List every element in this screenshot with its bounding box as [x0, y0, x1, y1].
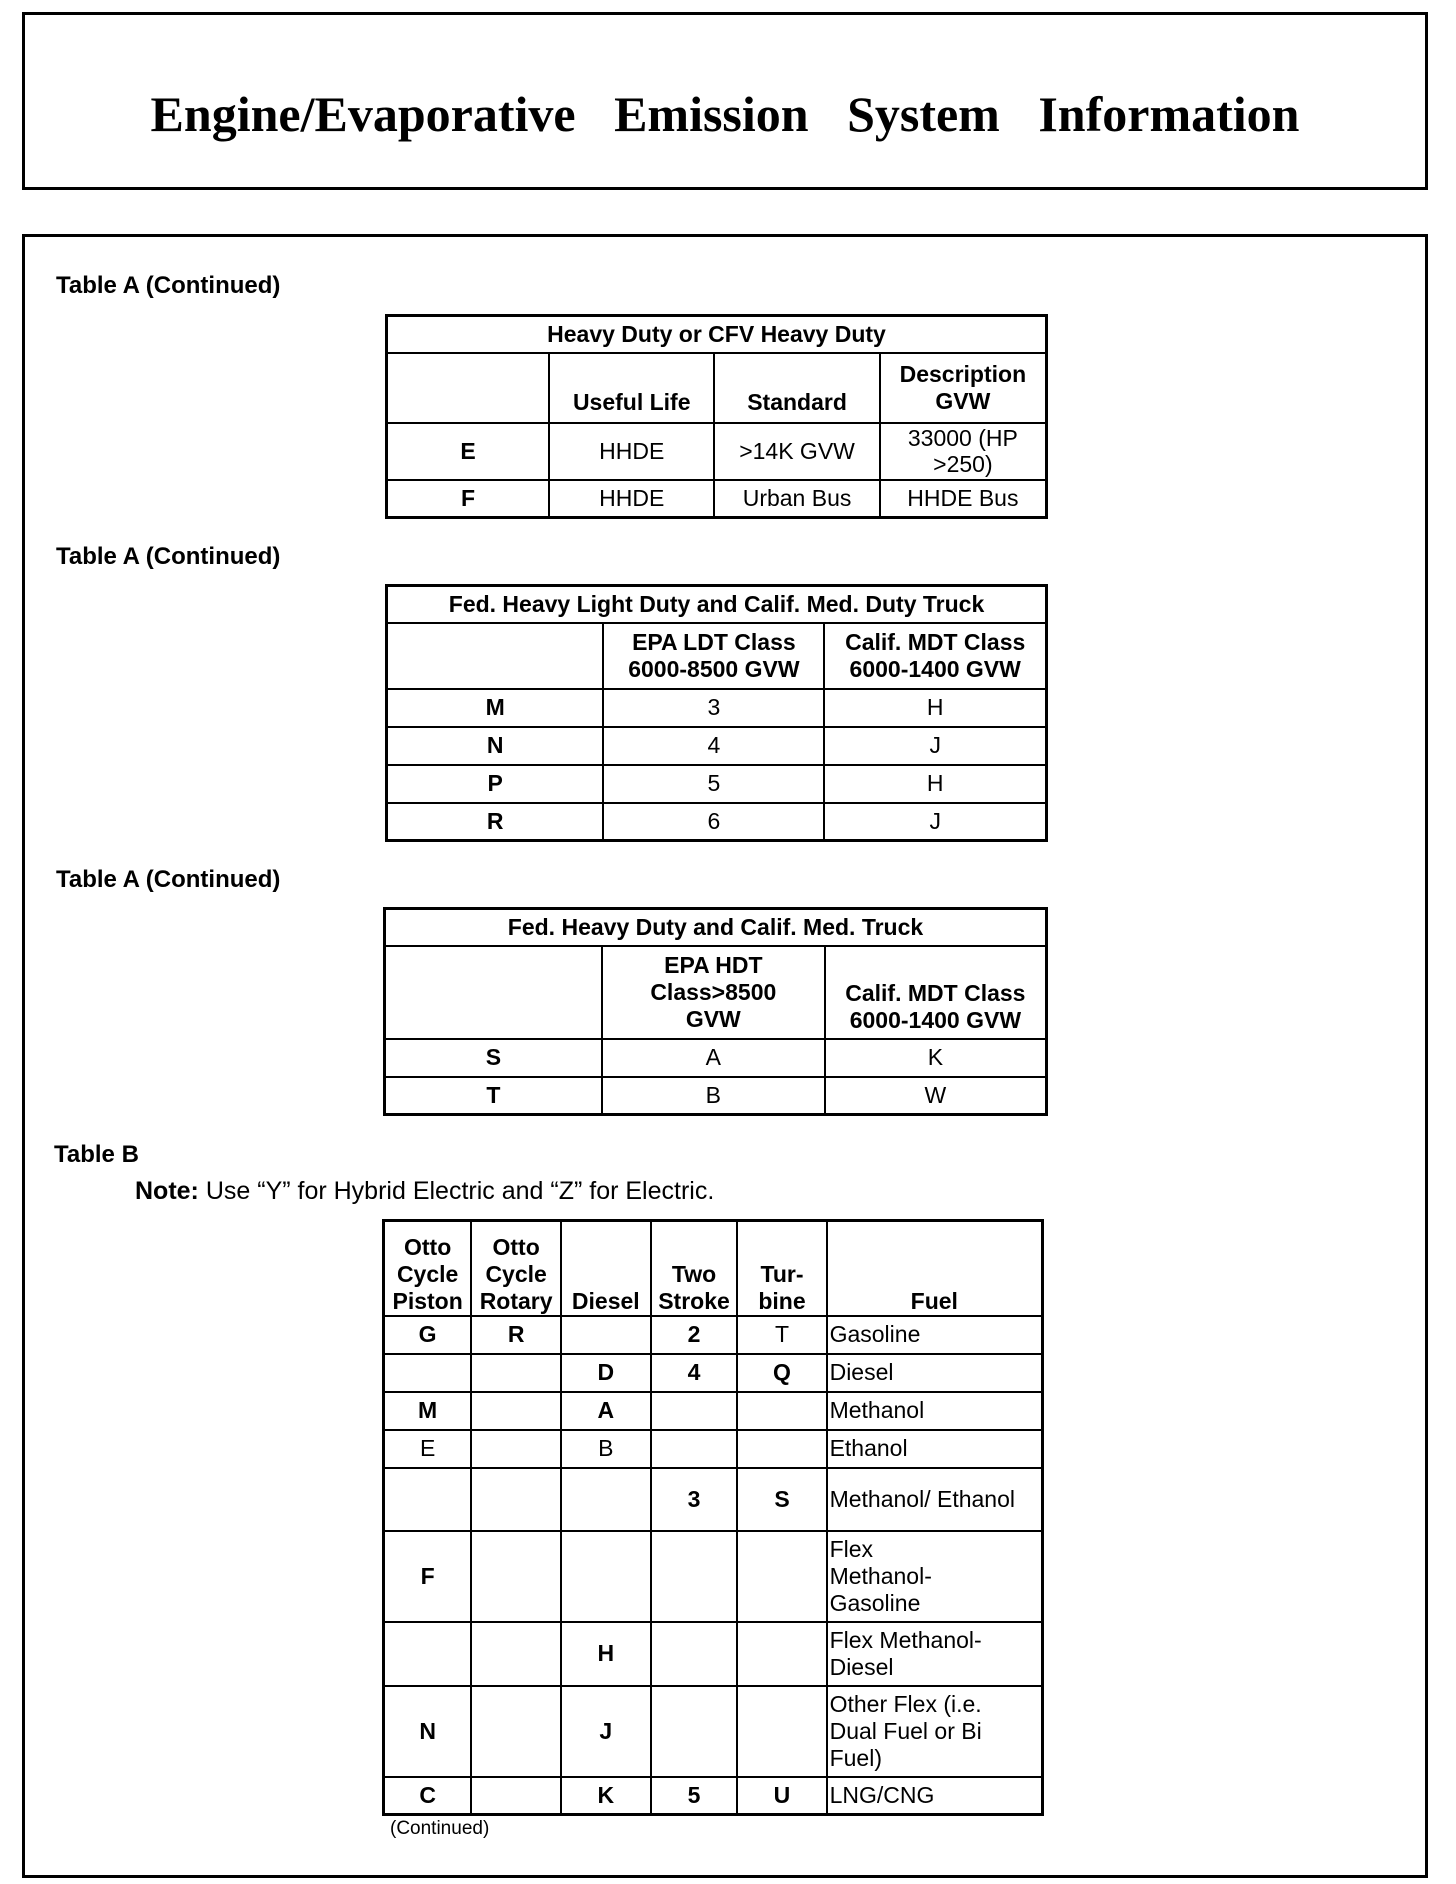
- table-cell: [471, 1430, 561, 1468]
- table-b-header: Tur-bine: [737, 1221, 826, 1316]
- table-cell: [737, 1430, 826, 1468]
- table-cell: [651, 1622, 738, 1686]
- table-row: [387, 423, 1047, 480]
- table-cell: [651, 1430, 738, 1468]
- table-row: [387, 689, 1047, 727]
- table-cell: [471, 1392, 561, 1430]
- table-cell: H: [561, 1622, 651, 1686]
- table-cell: W: [825, 1077, 1047, 1115]
- table-cell: HHDE Bus: [880, 480, 1047, 518]
- table-cell: H: [824, 689, 1046, 727]
- table-cell: A: [561, 1392, 651, 1430]
- table-row: [384, 1777, 1043, 1815]
- table-a2: [385, 584, 1048, 842]
- table-cell: Methanol: [827, 1392, 1043, 1430]
- table-cell: T: [385, 1077, 602, 1115]
- table-cell: Methanol/ Ethanol: [827, 1468, 1043, 1531]
- table-cell: [651, 1531, 738, 1622]
- table-cell: F: [387, 480, 550, 518]
- table-row: [385, 1039, 1047, 1077]
- table-cell: [651, 1392, 738, 1430]
- table-a3-caption: Fed. Heavy Duty and Calif. Med. Truck: [385, 909, 1047, 946]
- table-cell: [471, 1686, 561, 1777]
- table-cell: C: [384, 1777, 472, 1815]
- table-cell: Other Flex (i.e. Dual Fuel or Bi Fuel): [827, 1686, 1043, 1777]
- table-a3-label: Table A (Continued): [56, 866, 281, 893]
- table-b-note: [135, 1177, 714, 1206]
- table-row: [387, 727, 1047, 765]
- table-cell: B: [561, 1430, 651, 1468]
- table-cell: [561, 1316, 651, 1354]
- table-b-header: Diesel: [561, 1221, 651, 1316]
- table-cell: U: [737, 1777, 826, 1815]
- table-a2-header: EPA LDT Class 6000-8500 GVW: [603, 623, 824, 689]
- table-b-header: Two Stroke: [651, 1221, 738, 1316]
- table-cell: F: [384, 1531, 472, 1622]
- table-cell: Flex Methanol-Diesel: [827, 1622, 1043, 1686]
- page-title: Engine/Evaporative Emission System Information: [150, 86, 1300, 142]
- table-cell: M: [387, 689, 604, 727]
- table-cell: J: [561, 1686, 651, 1777]
- table-row: [384, 1392, 1043, 1430]
- table-row: [384, 1354, 1043, 1392]
- table-cell: 5: [603, 765, 824, 803]
- table-row: [387, 803, 1047, 841]
- table-cell: 2: [651, 1316, 738, 1354]
- table-b: [382, 1219, 1044, 1816]
- table-cell: D: [561, 1354, 651, 1392]
- title-box: [22, 12, 1428, 190]
- table-b-header: Otto Cycle Piston: [384, 1221, 472, 1316]
- table-cell: HHDE: [549, 480, 714, 518]
- table-row: [384, 1622, 1043, 1686]
- table-row: [385, 1077, 1047, 1115]
- table-cell: Flex Methanol-Gasoline: [827, 1531, 1043, 1622]
- table-cell: E: [387, 423, 550, 480]
- table-row: [384, 1686, 1043, 1777]
- table-cell: >14K GVW: [714, 423, 879, 480]
- table-cell: 33000 (HP >250): [880, 423, 1047, 480]
- table-cell: G: [384, 1316, 472, 1354]
- table-cell: [384, 1354, 472, 1392]
- table-row: [384, 1531, 1043, 1622]
- table-cell: [471, 1531, 561, 1622]
- table-row: [384, 1468, 1043, 1531]
- table-cell: [561, 1531, 651, 1622]
- table-cell: R: [387, 803, 604, 841]
- table-cell: H: [824, 765, 1046, 803]
- table-cell: Gasoline: [827, 1316, 1043, 1354]
- table-a1-caption: Heavy Duty or CFV Heavy Duty: [387, 316, 1047, 353]
- table-cell: N: [387, 727, 604, 765]
- table-cell: [471, 1622, 561, 1686]
- table-b-header: Otto Cycle Rotary: [471, 1221, 561, 1316]
- table-cell: R: [471, 1316, 561, 1354]
- table-row: [387, 765, 1047, 803]
- table-a3-header: EPA HDT Class>8500 GVW: [602, 946, 825, 1039]
- table-cell: [471, 1777, 561, 1815]
- table-cell: [737, 1622, 826, 1686]
- table-cell: [471, 1354, 561, 1392]
- table-cell: 6: [603, 803, 824, 841]
- table-cell: E: [384, 1430, 472, 1468]
- table-cell: 3: [603, 689, 824, 727]
- table-a1-header: Standard: [714, 353, 879, 423]
- table-cell: [651, 1686, 738, 1777]
- table-cell: N: [384, 1686, 472, 1777]
- table-b-label: Table B: [54, 1141, 139, 1168]
- table-cell: A: [602, 1039, 825, 1077]
- table-a1-header: [387, 353, 550, 423]
- table-cell: S: [737, 1468, 826, 1531]
- table-b-header: Fuel: [827, 1221, 1043, 1316]
- table-a2-caption: Fed. Heavy Light Duty and Calif. Med. Duty Truck: [387, 586, 1047, 623]
- table-a2-header: [387, 623, 604, 689]
- table-cell: [737, 1531, 826, 1622]
- note-text: Use “Y” for Hybrid Electric and “Z” for Electric.: [198, 1177, 715, 1205]
- table-a3-header: [385, 946, 602, 1039]
- table-cell: T: [737, 1316, 826, 1354]
- table-cell: [384, 1622, 472, 1686]
- table-cell: J: [824, 803, 1046, 841]
- note-prefix: Note:: [135, 1177, 199, 1205]
- table-a3: [383, 907, 1048, 1116]
- table-cell: Urban Bus: [714, 480, 879, 518]
- table-a1-header: Description GVW: [880, 353, 1047, 423]
- table-row: [387, 480, 1047, 518]
- table-cell: K: [825, 1039, 1047, 1077]
- table-a2-header: Calif. MDT Class 6000-1400 GVW: [824, 623, 1046, 689]
- table-a1: [385, 314, 1048, 519]
- table-cell: [561, 1468, 651, 1531]
- table-a3-header: Calif. MDT Class 6000-1400 GVW: [825, 946, 1047, 1039]
- table-cell: 5: [651, 1777, 738, 1815]
- table-cell: [471, 1468, 561, 1531]
- table-cell: [737, 1686, 826, 1777]
- table-cell: Ethanol: [827, 1430, 1043, 1468]
- table-row: [384, 1430, 1043, 1468]
- table-cell: 4: [603, 727, 824, 765]
- continued-note: (Continued): [390, 1818, 490, 1839]
- table-cell: B: [602, 1077, 825, 1115]
- table-cell: Q: [737, 1354, 826, 1392]
- table-cell: 4: [651, 1354, 738, 1392]
- table-cell: P: [387, 765, 604, 803]
- table-cell: M: [384, 1392, 472, 1430]
- table-cell: [384, 1468, 472, 1531]
- table-cell: S: [385, 1039, 602, 1077]
- table-row: [384, 1316, 1043, 1354]
- table-a1-label: Table A (Continued): [56, 272, 281, 299]
- table-cell: [737, 1392, 826, 1430]
- table-cell: K: [561, 1777, 651, 1815]
- table-a1-header: Useful Life: [549, 353, 714, 423]
- table-cell: HHDE: [549, 423, 714, 480]
- table-cell: Diesel: [827, 1354, 1043, 1392]
- table-cell: LNG/CNG: [827, 1777, 1043, 1815]
- table-cell: 3: [651, 1468, 738, 1531]
- table-cell: J: [824, 727, 1046, 765]
- table-a2-label: Table A (Continued): [56, 543, 281, 570]
